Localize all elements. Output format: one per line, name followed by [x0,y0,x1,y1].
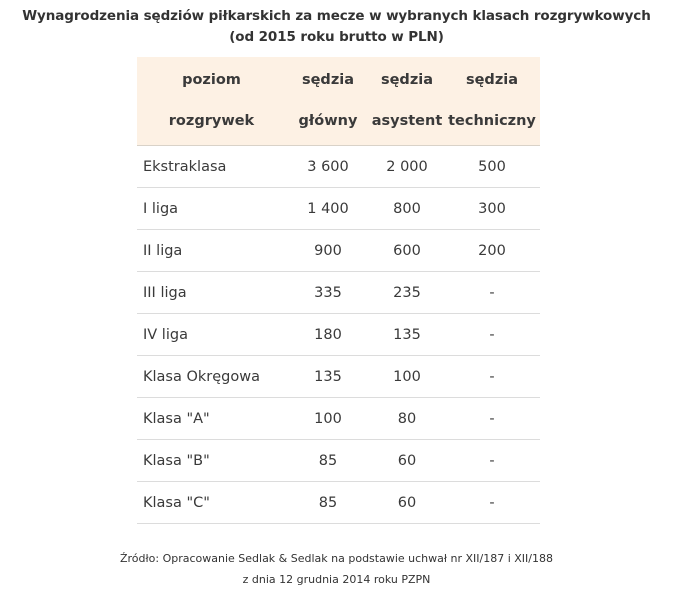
cell-level: I liga [137,188,286,230]
cell-technical: 200 [444,230,540,272]
source-note [0,548,673,590]
cell-main-referee: 85 [286,440,370,482]
cell-main-referee: 180 [286,314,370,356]
cell-assistant: 2 000 [370,146,444,188]
cell-technical: - [444,440,540,482]
header-assistant-line-2: asystent [370,101,444,146]
cell-main-referee: 1 400 [286,188,370,230]
title-line-2: (od 2015 roku brutto w PLN) [229,29,444,45]
header-row-2 [137,101,540,146]
table-row [137,188,540,230]
salary-table [137,57,540,524]
cell-level: Klasa "C" [137,482,286,524]
table-row [137,398,540,440]
cell-technical: - [444,482,540,524]
table-row [137,440,540,482]
header-main-referee-line-1: sędzia [286,57,370,101]
header-main-referee-line-2: główny [286,101,370,146]
header-technical-line-2: techniczny [444,101,540,146]
header-level-line-2: rozgrywek [137,101,286,146]
cell-main-referee: 900 [286,230,370,272]
header-level-line-1: poziom [137,57,286,101]
table-row [137,356,540,398]
table-row [137,272,540,314]
table-row [137,146,540,188]
table-header [137,57,540,146]
cell-level: III liga [137,272,286,314]
cell-technical: - [444,398,540,440]
cell-technical: - [444,356,540,398]
cell-main-referee: 85 [286,482,370,524]
cell-level: Ekstraklasa [137,146,286,188]
page-title [0,6,673,48]
cell-assistant: 60 [370,440,444,482]
source-line-2: z dnia 12 grudnia 2014 roku PZPN [242,573,431,586]
cell-main-referee: 3 600 [286,146,370,188]
cell-assistant: 80 [370,398,444,440]
cell-main-referee: 135 [286,356,370,398]
cell-technical: 500 [444,146,540,188]
cell-assistant: 135 [370,314,444,356]
cell-main-referee: 100 [286,398,370,440]
source-line-1: Źródło: Opracowanie Sedlak & Sedlak na podstawie uchwał nr XII/187 i XII/188 [119,552,553,565]
cell-technical: 300 [444,188,540,230]
cell-assistant: 60 [370,482,444,524]
cell-level: II liga [137,230,286,272]
header-row-1 [137,57,540,101]
cell-assistant: 235 [370,272,444,314]
cell-level: Klasa "B" [137,440,286,482]
cell-level: IV liga [137,314,286,356]
table-row [137,230,540,272]
cell-technical: - [444,314,540,356]
cell-level: Klasa Okręgowa [137,356,286,398]
cell-assistant: 100 [370,356,444,398]
cell-level: Klasa "A" [137,398,286,440]
cell-main-referee: 335 [286,272,370,314]
header-assistant-line-1: sędzia [370,57,444,101]
title-line-1: Wynagrodzenia sędziów piłkarskich za mecze w wybranych klasach rozgrywkowych [22,8,651,24]
cell-technical: - [444,272,540,314]
header-technical-line-1: sędzia [444,57,540,101]
cell-assistant: 600 [370,230,444,272]
table-body [137,146,540,524]
table-row [137,314,540,356]
cell-assistant: 800 [370,188,444,230]
table-row [137,482,540,524]
